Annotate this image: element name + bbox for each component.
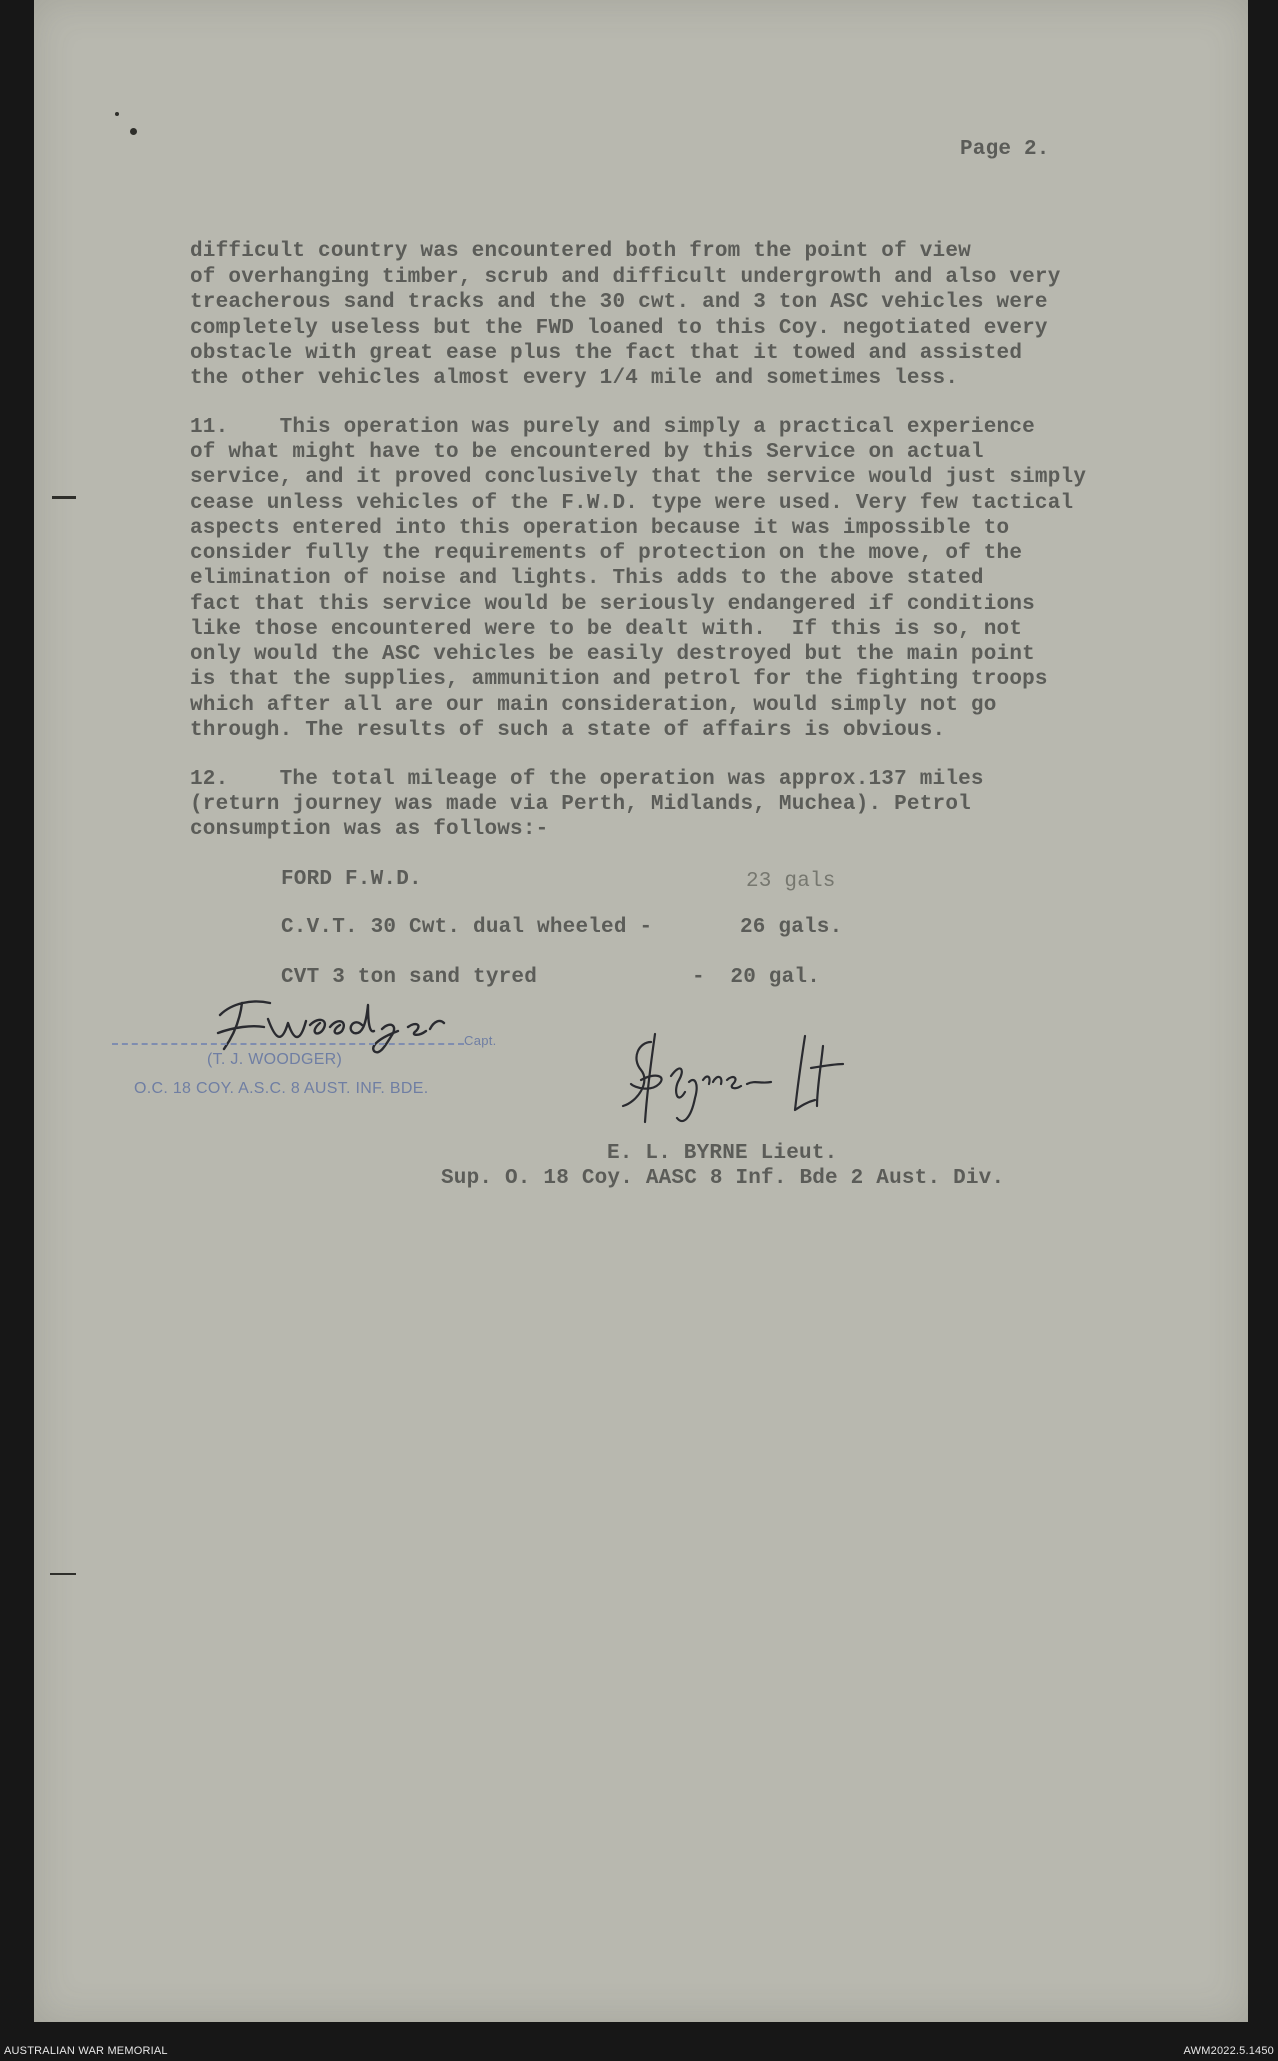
text-line: consider fully the requirements of protection on the move, of the bbox=[190, 542, 1023, 565]
signatory-name: E. L. BYRNE Lieut. bbox=[607, 1142, 838, 1165]
page-number: Page 2. bbox=[960, 138, 1050, 161]
text-line: difficult country was encountered both from the point of view bbox=[190, 240, 971, 263]
punch-hole-mark bbox=[115, 112, 119, 116]
footer-institution: AUSTRALIAN WAR MEMORIAL bbox=[4, 2045, 168, 2057]
stamp-rank: Capt. bbox=[464, 1033, 497, 1048]
text-line: the other vehicles almost every 1/4 mile and sometimes less. bbox=[190, 367, 959, 390]
text-line: service, and it proved conclusively that the service would just simply bbox=[190, 466, 1087, 489]
text-line: aspects entered into this operation because it was impossible to bbox=[190, 517, 1010, 540]
punch-hole-mark bbox=[130, 128, 137, 135]
text-line: cease unless vehicles of the F.W.D. type were used. Very few tactical bbox=[190, 492, 1074, 515]
edge-mark bbox=[52, 496, 76, 499]
consumption-vehicle: CVT 3 ton sand tyred bbox=[281, 966, 538, 989]
text-line: (return journey was made via Perth, Midlands, Muchea). Petrol bbox=[190, 793, 971, 816]
footer-reference: AWM2022.5.1450 bbox=[1183, 2045, 1274, 2057]
consumption-value: - 20 gal. bbox=[692, 966, 821, 989]
text-line: of overhanging timber, scrub and difficult undergrowth and also very bbox=[190, 266, 1061, 289]
stamp-signature-line bbox=[112, 1043, 464, 1045]
text-line: fact that this service would be seriously endangered if conditions bbox=[190, 593, 1035, 616]
text-line: obstacle with great ease plus the fact that it towed and assisted bbox=[190, 342, 1023, 365]
text-line: elimination of noise and lights. This adds to the above stated bbox=[190, 567, 984, 590]
stamp-name: (T. J. WOODGER) bbox=[207, 1051, 343, 1068]
woodger-signature bbox=[212, 985, 472, 1059]
text-line: 11. This operation was purely and simply a practical experience bbox=[190, 416, 1035, 439]
text-line: only would the ASC vehicles be easily destroyed but the main point bbox=[190, 643, 1035, 666]
text-line: 12. The total mileage of the operation was approx.137 miles bbox=[190, 768, 984, 791]
text-line: like those encountered were to be dealt with. If this is so, not bbox=[190, 618, 1023, 641]
text-line: completely useless but the FWD loaned to this Coy. negotiated every bbox=[190, 317, 1048, 340]
text-line: treacherous sand tracks and the 30 cwt. and 3 ton ASC vehicles were bbox=[190, 291, 1048, 314]
text-line: is that the supplies, ammunition and petrol for the fighting troops bbox=[190, 668, 1048, 691]
text-line: consumption was as follows:- bbox=[190, 818, 549, 841]
signatory-title: Sup. O. 18 Coy. AASC 8 Inf. Bde 2 Aust. Div. bbox=[441, 1167, 1005, 1190]
edge-mark bbox=[50, 1573, 76, 1575]
consumption-vehicle: C.V.T. 30 Cwt. dual wheeled - bbox=[281, 916, 653, 939]
text-line: which after all are our main consideration, would simply not go bbox=[190, 694, 997, 717]
consumption-vehicle: FORD F.W.D. bbox=[281, 868, 422, 891]
consumption-value: 23 gals bbox=[746, 870, 836, 893]
consumption-value: 26 gals. bbox=[740, 916, 843, 939]
stamp-unit: O.C. 18 COY. A.S.C. 8 AUST. INF. BDE. bbox=[134, 1080, 429, 1097]
byrne-signature bbox=[611, 1022, 896, 1132]
text-line: of what might have to be encountered by this Service on actual bbox=[190, 441, 984, 464]
text-line: through. The results of such a state of affairs is obvious. bbox=[190, 719, 946, 742]
